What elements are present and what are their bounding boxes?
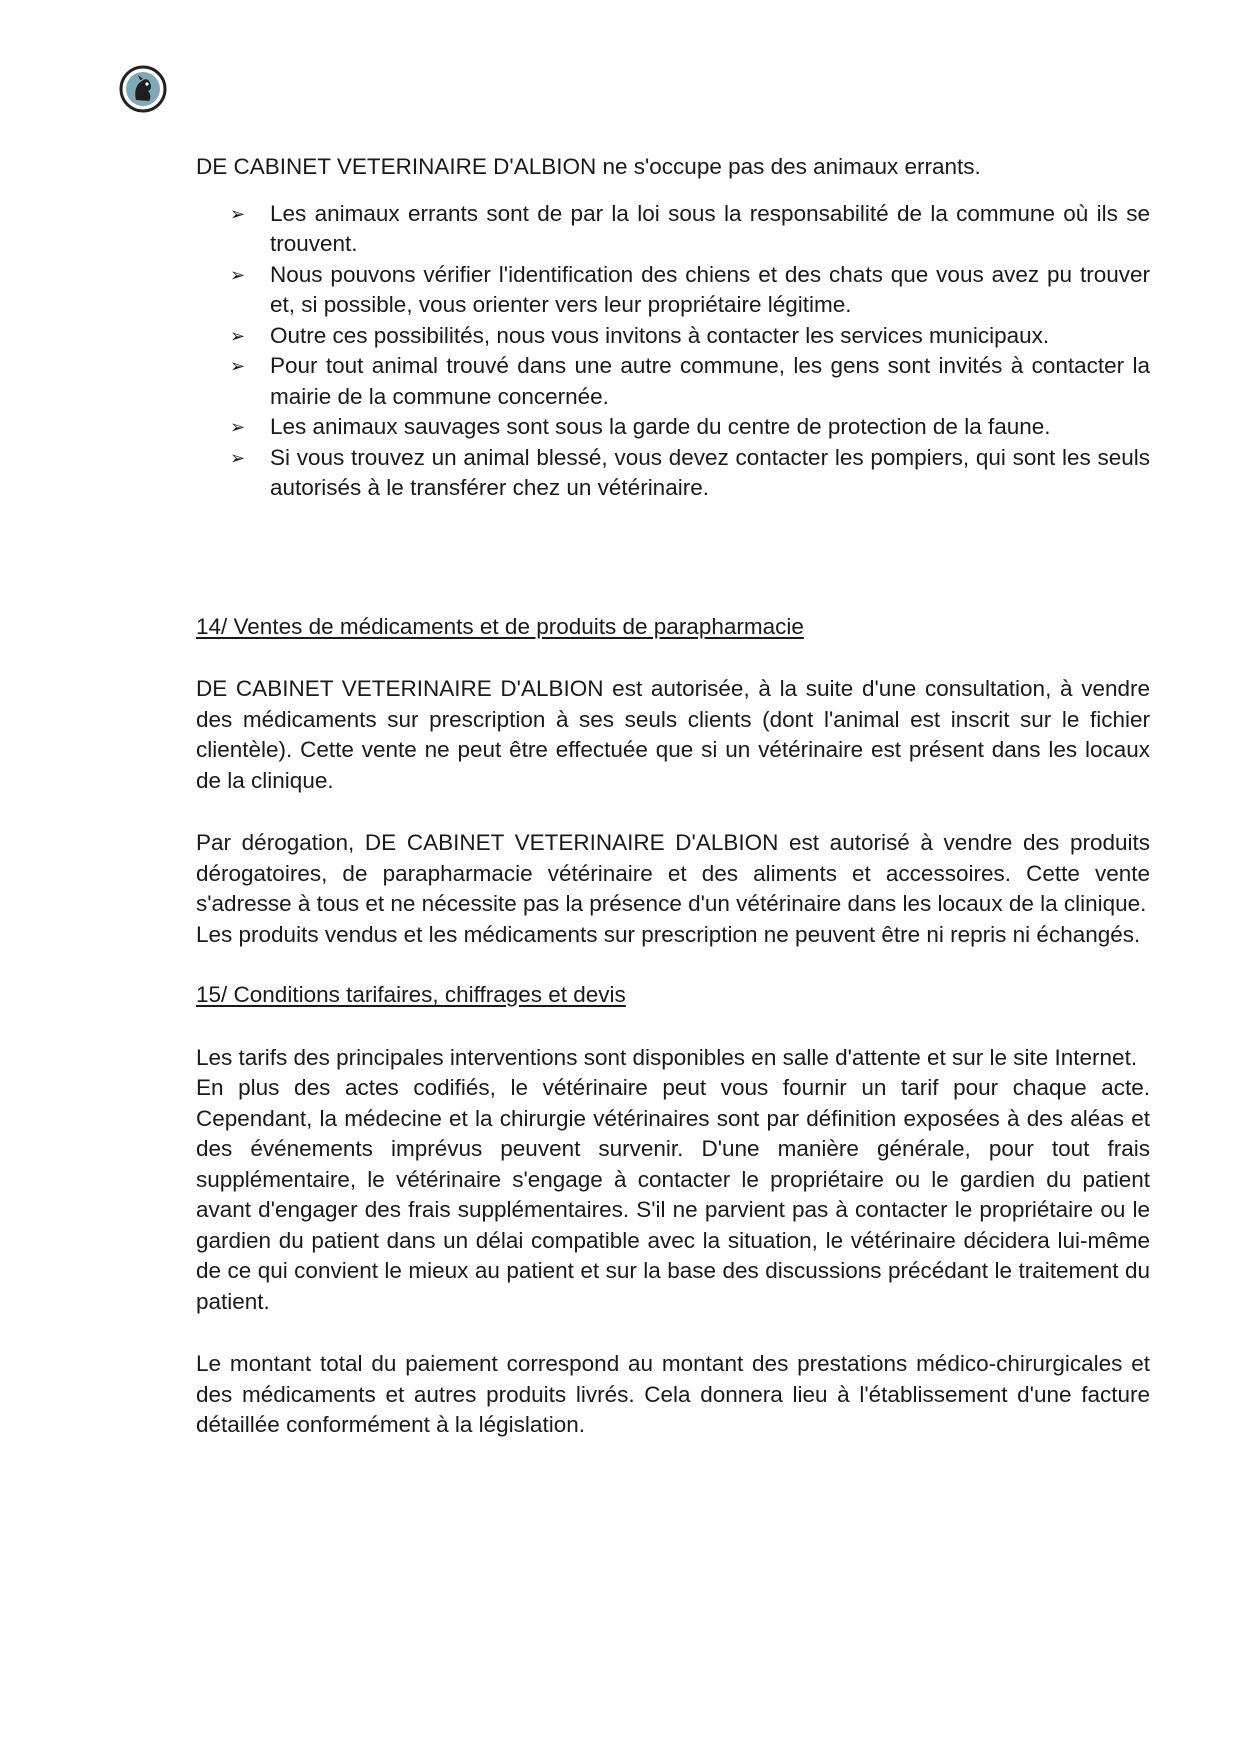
section-14-heading: 14/ Ventes de médicaments et de produits de parapharmacie [196, 613, 804, 639]
list-item: ➢ Nous pouvons vérifier l'identification des chiens et des chats que vous avez pu trouver et, si possible, vous orienter vers leur propriétaire légitime. [230, 261, 1150, 317]
section-15-paragraph-2: En plus des actes codifiés, le vétérinaire peut vous fournir un tarif pour chaque acte. Cependant, la médecine et la chirurgie vétérinaires sont par définition exposées à des aléas et des événements imprévus peuvent survenir. D'une manière générale, pour tout frais supplémentaire, le vétérinaire s'engage à contacter le propriétaire ou le gardien du patient avant d'engager des frais supplémentaires. S'il ne parvient pas à contacter le propriétaire ou le gardien du patient dans un délai compatible avec la situation, le vétérinaire décidera lui-même de ce qui convient le mieux au patient et sur la base des discussions précédant le traitement du patient. [196, 1075, 1150, 1314]
arrow-bullet-icon: ➢ [230, 325, 246, 346]
arrow-bullet-icon: ➢ [230, 264, 246, 285]
list-item: ➢ Outre ces possibilités, nous vous invitons à contacter les services municipaux. [270, 321, 1150, 352]
arrow-bullet-icon: ➢ [230, 203, 246, 224]
section-14-paragraph-2: Par dérogation, DE CABINET VETERINAIRE D'ALBION est autorisé à vendre des produits dérogatoires, de parapharmacie vétérinaire et des aliments et accessoires. Cette vente s'adresse à tous et ne nécessite pas la présence d'un vétérinaire dans les locaux de la clinique. [196, 830, 1150, 916]
arrow-bullet-icon: ➢ [230, 417, 246, 437]
arrow-bullet-icon: ➢ [230, 356, 246, 376]
section-15-paragraph-3: Le montant total du paiement correspond au montant des prestations médico-chirurgicales et des médicaments et autres produits livrés. Cela donnera lieu à l'établissement d'une facture détaillée conformément à la législation. [196, 1351, 1150, 1437]
list-item: ➢ Les animaux errants sont de par la loi sous la responsabilité de la commune où ils se trouvent. [230, 200, 1150, 256]
clinic-logo-icon [118, 64, 168, 114]
stray-animals-list [196, 199, 1150, 504]
intro-paragraph: DE CABINET VETERINAIRE D'ALBION ne s'occupe pas des animaux errants. [196, 154, 981, 179]
document-body [196, 152, 1150, 1441]
section-14-paragraph-3: Les produits vendus et les médicaments sur prescription ne peuvent être ni repris ni échangés. [196, 921, 1141, 947]
section-15-heading: 15/ Conditions tarifaires, chiffrages et devis [196, 982, 626, 1007]
list-item: ➢ Les animaux sauvages sont sous la garde du centre de protection de la faune. [270, 412, 1150, 443]
section-14-paragraph-1: DE CABINET VETERINAIRE D'ALBION est autorisée, à la suite d'une consultation, à vendre des médicaments sur prescription à ses seuls clients (dont l'animal est inscrit sur le fichier clientèle). Cette vente ne peut être effectuée que si un vétérinaire est présent dans les locaux de la clinique. [196, 676, 1150, 793]
list-item: ➢ Pour tout animal trouvé dans une autre commune, les gens sont invités à contacter la mairie de la commune concernée. [230, 353, 1150, 409]
list-item: ➢ Si vous trouvez un animal blessé, vous devez contacter les pompiers, qui sont les seuls autorisés à le transférer chez un vétérinaire. [230, 444, 1150, 500]
section-15-paragraph-1: Les tarifs des principales interventions sont disponibles en salle d'attente et sur le site Internet. [196, 1044, 1138, 1070]
arrow-bullet-icon: ➢ [230, 447, 246, 468]
